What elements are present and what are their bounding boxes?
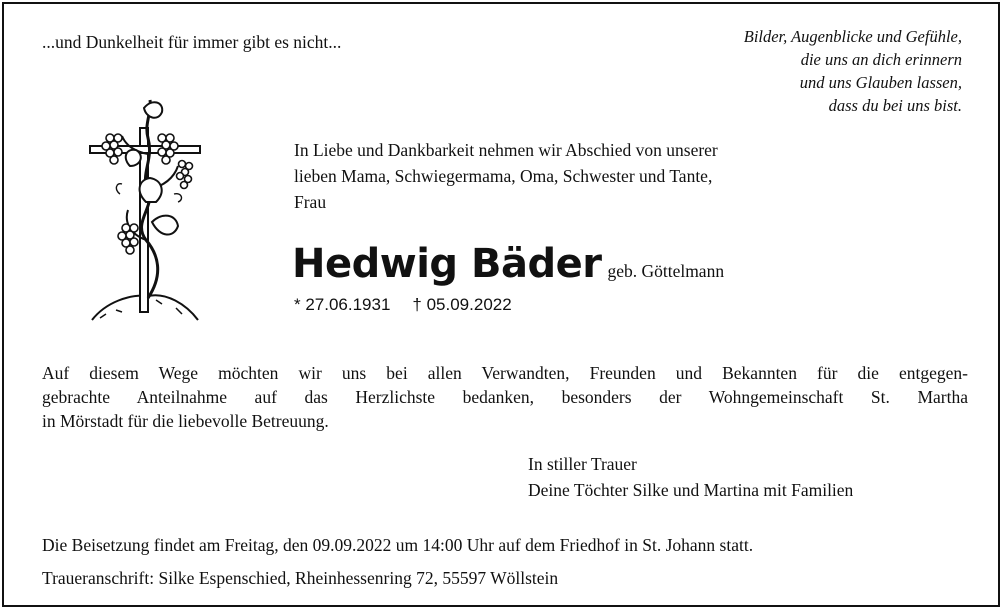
- poem-line: Bilder, Augenblicke und Gefühle,: [743, 27, 962, 46]
- intro-line: ...und Dunkelheit für immer gibt es nicht...: [42, 32, 342, 52]
- signature-line: Deine Töchter Silke und Martina mit Familien: [528, 480, 854, 500]
- poem: [744, 25, 962, 117]
- death-date: † 05.09.2022: [412, 295, 512, 314]
- cross-with-grapevine-icon: [86, 94, 204, 326]
- farewell-line: lieben Mama, Schwiegermama, Oma, Schwester und Tante,: [294, 166, 713, 186]
- poem-line: dass du bei uns bist.: [828, 96, 962, 115]
- life-dates: [294, 294, 512, 316]
- poem-line: die uns an dich erinnern: [800, 50, 962, 69]
- thanks-line: in Mörstadt für die liebevolle Betreuung.: [42, 411, 329, 431]
- thanks-line: Auf diesem Wege möchten wir uns bei allen Verwandten, Freunden und Bekannten für die entgegen-: [42, 363, 968, 383]
- farewell-line: Frau: [294, 192, 327, 212]
- thanks-text: [42, 361, 968, 433]
- signature: [528, 451, 853, 503]
- birth-date: * 27.06.1931: [294, 295, 391, 314]
- mourning-address: Traueranschrift: Silke Espenschied, Rheinhessenring 72, 55597 Wöllstein: [42, 568, 559, 588]
- poem-line: und uns Glauben lassen,: [799, 73, 962, 92]
- thanks-line: gebrachte Anteilnahme auf das Herzlichste bedanken, besonders der Wohngemeinschaft St. Martha: [42, 387, 968, 407]
- farewell-line: In Liebe und Dankbarkeit nehmen wir Abschied von unserer: [294, 140, 718, 160]
- farewell-text: [294, 137, 718, 215]
- obituary-notice: [2, 2, 1000, 607]
- deceased-name-row: [292, 242, 724, 286]
- deceased-name: Hedwig Bäder: [292, 241, 602, 287]
- burial-info: Die Beisetzung findet am Freitag, den 09.09.2022 um 14:00 Uhr auf dem Friedhof in St. Johann statt.: [42, 535, 754, 555]
- signature-line: In stiller Trauer: [528, 454, 637, 474]
- maiden-name: geb. Göttelmann: [607, 261, 725, 281]
